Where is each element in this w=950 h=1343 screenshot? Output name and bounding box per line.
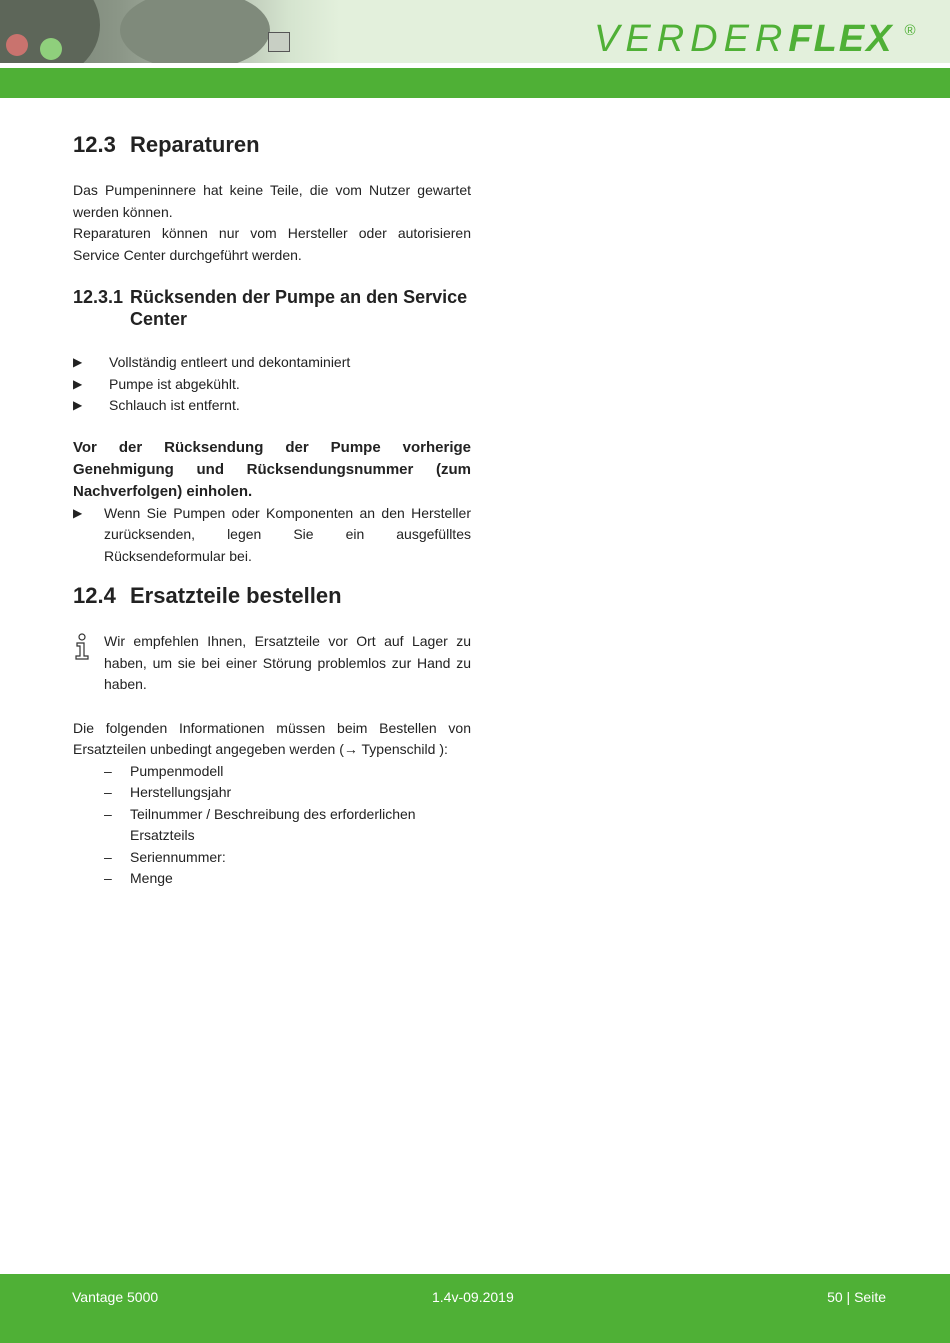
paragraph: Reparaturen können nur vom Hersteller oder autorisieren Service Center durchgeführt werden.: [73, 225, 471, 263]
page-header: [0, 0, 950, 98]
required-info-list: [73, 761, 471, 890]
header-green-bar: [0, 68, 950, 98]
arrow-bullet-icon: ▶: [73, 398, 83, 412]
info-note: Wir empfehlen Ihnen, Ersatzteile vor Ort auf Lager zu haben, um sie bei einer Störung problemlos zur Hand zu haben.: [73, 631, 471, 696]
section-heading-12-3: 12.3 Reparaturen: [73, 132, 260, 157]
page-footer: [0, 1274, 950, 1343]
footer-product: Vantage 5000: [72, 1289, 159, 1305]
list-item: – Teilnummer / Beschreibung des erforderlichen Ersatzteils: [104, 805, 416, 843]
note-list: [73, 503, 471, 568]
arrow-bullet-icon: ▶: [73, 505, 83, 520]
list-item: ▶ Vollständig entleert und dekontaminiert: [73, 352, 471, 374]
list-item: ▶ Pumpe ist abgekühlt.: [73, 374, 471, 396]
list-item: ▶ Wenn Sie Pumpen oder Komponenten an den Hersteller zurücksenden, legen Sie ein ausgefülltes Rücksendeformular bei.: [73, 503, 471, 568]
footer-version: 1.4v-09.2019: [432, 1289, 514, 1305]
section-heading-12-4: 12.4 Ersatzteile bestellen: [73, 583, 342, 608]
header-pump-photo: [0, 0, 340, 63]
footer-page-number: 50 | Seite: [827, 1289, 886, 1305]
arrow-bullet-icon: ▶: [73, 376, 83, 391]
list-item: – Menge: [104, 870, 173, 886]
paragraph: Die folgenden Informationen müssen beim Bestellen von Ersatzteilen unbedingt angegeben werden (→ Typenschild ):: [73, 719, 471, 757]
verderflex-logo: VERDERFLEX ®: [594, 18, 916, 60]
list-item: – Herstellungsjahr: [104, 784, 232, 800]
info-icon: [73, 631, 104, 696]
checklist: [73, 352, 471, 417]
paragraph: Das Pumpeninnere hat keine Teile, die vom Nutzer gewartet werden können.: [73, 182, 471, 220]
section-heading-12-3-1: 12.3.1 Rücksenden der Pumpe an den Service Center: [73, 287, 468, 329]
list-item: ▶ Schlauch ist entfernt.: [73, 395, 471, 417]
list-item: – Seriennummer:: [104, 848, 226, 865]
arrow-bullet-icon: ▶: [73, 355, 83, 369]
bold-note: Vor der Rücksendung der Pumpe vorherige Genehmigung und Rücksendungsnummer (zum Nachverfolgen) einholen.: [73, 438, 471, 500]
main-content: [73, 130, 471, 890]
list-item: – Pumpenmodell: [104, 762, 224, 779]
